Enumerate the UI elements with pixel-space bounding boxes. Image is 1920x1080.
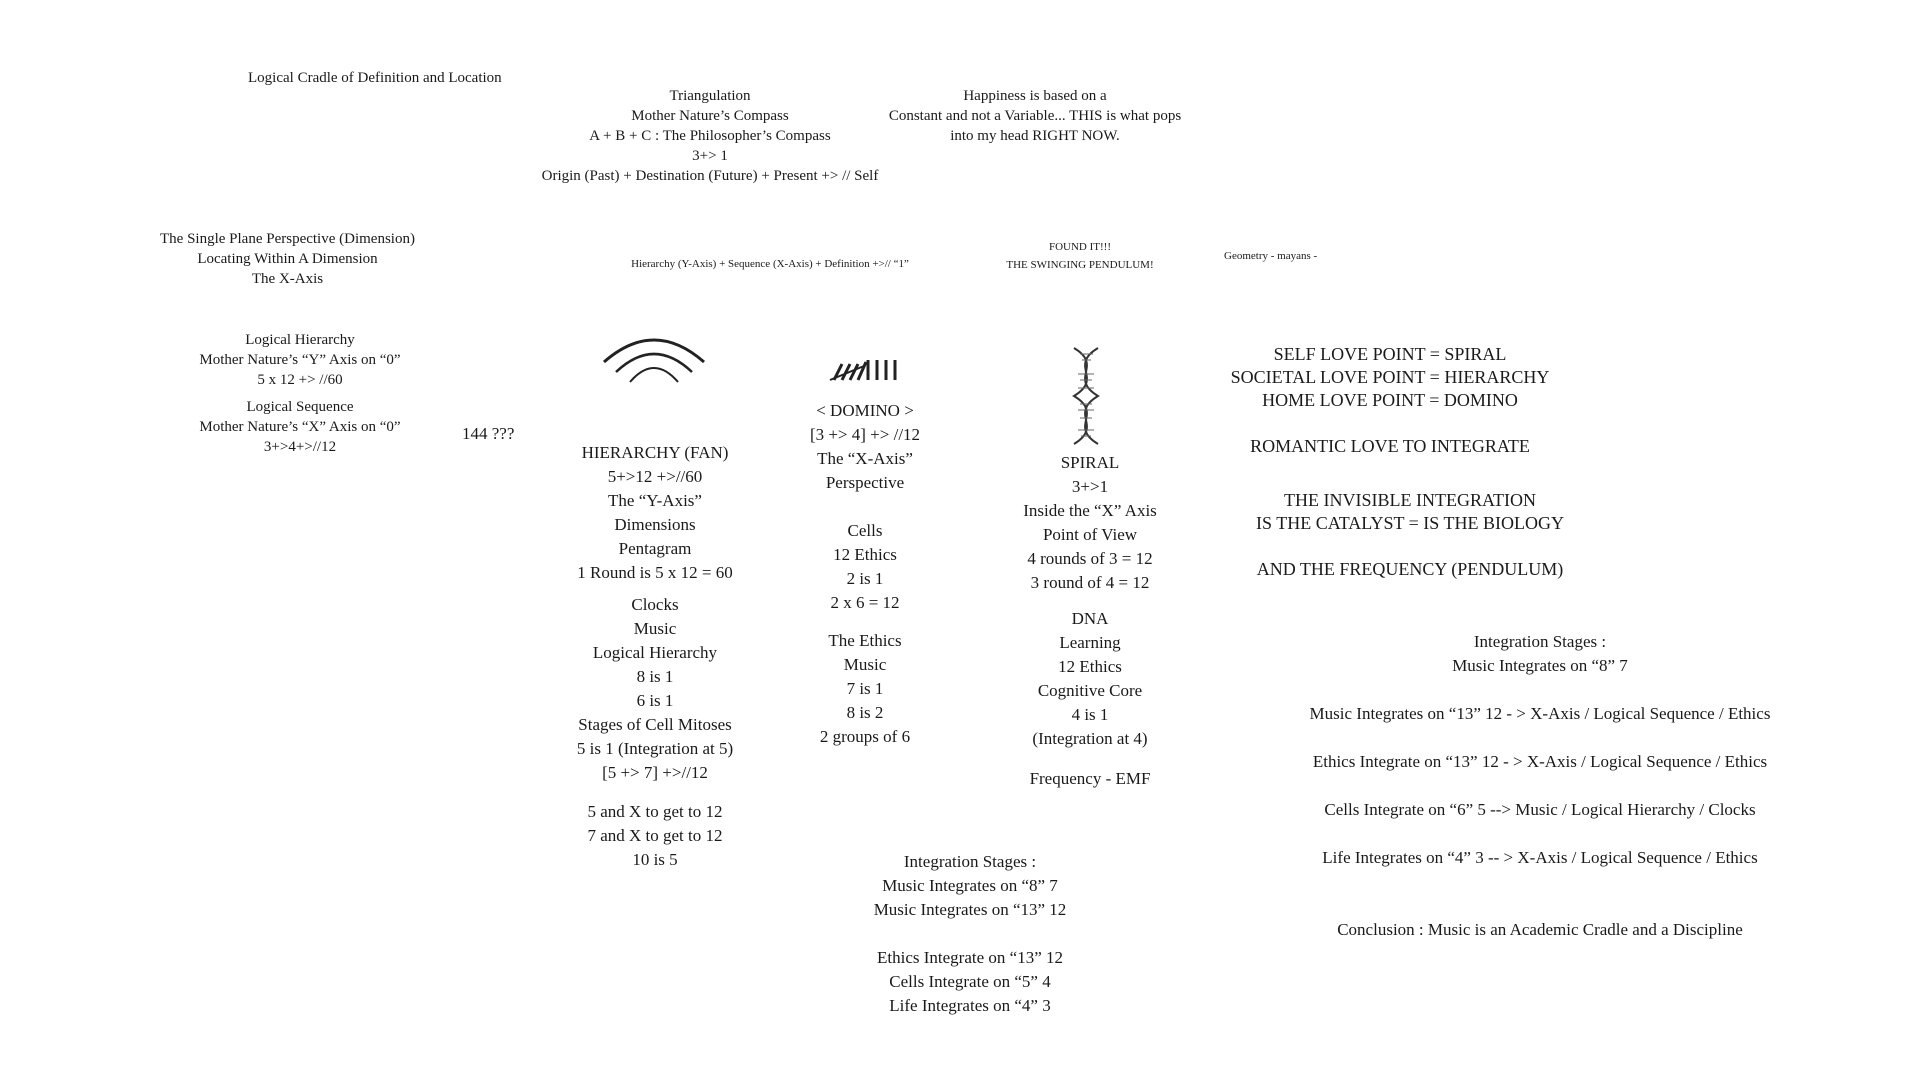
text-line: Triangulation xyxy=(669,88,751,104)
text-line: 8 is 1 xyxy=(636,667,674,686)
text-line: [3 +> 4] +> //12 xyxy=(809,425,921,444)
text-line: 10 is 5 xyxy=(632,850,678,869)
triangulation-block xyxy=(530,86,890,186)
text-line: 7 is 1 xyxy=(846,679,884,698)
text-line: Perspective xyxy=(825,473,905,492)
text-line: A + B + C : The Philosopher’s Compass xyxy=(589,128,831,144)
text-line: Dimensions xyxy=(614,515,696,534)
text-line: HIERARCHY (FAN) xyxy=(581,443,729,462)
text-line: Logical Hierarchy xyxy=(245,332,355,348)
text-line: Origin (Past) + Destination (Future) + Present +> // Self xyxy=(541,168,879,184)
text-line: 5 and X to get to 12 xyxy=(587,802,723,821)
text-line: Music xyxy=(843,655,887,674)
romantic-line: ROMANTIC LOVE TO INTEGRATE xyxy=(1250,436,1530,456)
text-line: 3+> 1 xyxy=(692,148,728,164)
text-line: Ethics Integrate on “13” 12 xyxy=(877,948,1063,967)
text-line: 4 is 1 xyxy=(1071,705,1109,724)
text-line: Cells Integrate on “5” 4 xyxy=(889,972,1051,991)
text-line: Music Integrates on “13” 12 xyxy=(873,900,1067,919)
text-line: 5 is 1 (Integration at 5) xyxy=(576,739,734,758)
text-line: 2 is 1 xyxy=(846,569,884,588)
text-line: Inside the “X” Axis xyxy=(1023,501,1157,520)
text-line: Logical Sequence xyxy=(246,399,354,415)
text-line: 12 Ethics xyxy=(833,545,897,564)
text-line: Life Integrates on “4” 3 xyxy=(889,996,1051,1015)
text-line: Point of View xyxy=(1042,525,1138,544)
text-line: 3+>1 xyxy=(1071,477,1109,496)
text-line: Pentagram xyxy=(618,539,692,558)
text-line: Cells xyxy=(847,521,883,540)
text-line: Locating Within A Dimension xyxy=(197,251,378,267)
text-line: 2 x 6 = 12 xyxy=(830,593,900,612)
logical-sequence-block xyxy=(170,397,430,457)
integration-stages-bottom xyxy=(860,850,1080,1018)
text-line: Cells Integrate on “6” 5 --> Music / Logical Hierarchy / Clocks xyxy=(1324,800,1756,819)
text-line: 3 round of 4 = 12 xyxy=(1030,573,1150,592)
text-line: Happiness is based on a xyxy=(963,88,1107,104)
found-it-block xyxy=(980,238,1180,274)
text-line: Mother Nature’s “Y” Axis on “0” xyxy=(199,352,401,368)
text-line: IS THE CATALYST = IS THE BIOLOGY xyxy=(1256,513,1564,533)
text-line: 5+>12 +>//60 xyxy=(607,467,703,486)
text-line: The “Y-Axis” xyxy=(608,491,702,510)
text-line: SELF LOVE POINT = SPIRAL xyxy=(1273,344,1507,364)
text-line: 1 Round is 5 x 12 = 60 xyxy=(577,563,733,582)
love-points-block xyxy=(1220,343,1560,412)
text-line: Learning xyxy=(1059,633,1121,652)
frequency-line: AND THE FREQUENCY (PENDULUM) xyxy=(1256,559,1564,579)
text-line: Logical Hierarchy xyxy=(592,643,718,662)
text-line: Integration Stages : xyxy=(903,852,1037,871)
text-line: 12 Ethics xyxy=(1058,657,1122,676)
text-line: Clocks xyxy=(631,595,679,614)
text-line: (Integration at 4) xyxy=(1032,729,1148,748)
text-line: 4 rounds of 3 = 12 xyxy=(1027,549,1153,568)
text-line: 7 and X to get to 12 xyxy=(587,826,723,845)
text-line: 6 is 1 xyxy=(636,691,674,710)
spiral-column xyxy=(1000,451,1180,791)
integration-stages-right xyxy=(1300,630,1780,942)
text-line: Integration Stages : xyxy=(1473,632,1607,651)
text-line: Music Integrates on “13” 12 - > X-Axis / Logical Sequence / Ethics xyxy=(1309,704,1771,723)
text-line: The Single Plane Perspective (Dimension) xyxy=(160,231,415,247)
text-line: THE SWINGING PENDULUM! xyxy=(1006,259,1154,271)
tally-marks-icon xyxy=(828,358,904,382)
note-144: 144 ??? xyxy=(462,424,515,443)
text-line: Conclusion : Music is an Academic Cradle and a Discipline xyxy=(1337,920,1743,939)
text-line: Mother Nature’s “X” Axis on “0” xyxy=(199,419,401,435)
text-line: Stages of Cell Mitoses xyxy=(578,715,732,734)
text-line: Ethics Integrate on “13” 12 - > X-Axis / Logical Sequence / Ethics xyxy=(1312,752,1768,771)
single-plane-block xyxy=(150,229,425,289)
geometry-note: Geometry - mayans - xyxy=(1224,250,1318,262)
logical-hierarchy-block xyxy=(170,330,430,390)
text-line: 5 x 12 +> //60 xyxy=(257,372,343,388)
text-line: Life Integrates on “4” 3 -- > X-Axis / Logical Sequence / Ethics xyxy=(1322,848,1758,867)
fan-arcs-icon xyxy=(598,328,710,386)
text-line: Mother Nature’s Compass xyxy=(631,108,789,124)
text-line: The Ethics xyxy=(828,631,902,650)
text-line: < DOMINO > xyxy=(816,401,914,420)
domino-column xyxy=(785,399,945,749)
text-line: Music xyxy=(633,619,677,638)
text-line: Music Integrates on “8” 7 xyxy=(1452,656,1628,675)
cradle-title: Logical Cradle of Definition and Location xyxy=(248,70,502,86)
text-line: HOME LOVE POINT = DOMINO xyxy=(1262,390,1518,410)
text-line: [5 +> 7] +>//12 xyxy=(602,763,708,782)
text-line: Music Integrates on “8” 7 xyxy=(882,876,1058,895)
text-line: Cognitive Core xyxy=(1037,681,1143,700)
hierarchy-fan-column xyxy=(555,441,755,872)
dna-helix-icon xyxy=(1060,344,1112,448)
text-line: The “X-Axis” xyxy=(817,449,913,468)
text-line: SPIRAL xyxy=(1060,453,1120,472)
text-line: Constant and not a Variable... THIS is what pops xyxy=(888,108,1182,124)
happiness-block xyxy=(880,86,1190,146)
text-line: FOUND IT!!! xyxy=(1048,241,1111,253)
text-line: 3+>4+>//12 xyxy=(263,439,337,455)
text-line: into my head RIGHT NOW. xyxy=(950,128,1120,144)
hierarchy-formula: Hierarchy (Y-Axis) + Sequence (X-Axis) + Definition +>// “1” xyxy=(631,258,909,270)
text-line: 8 is 2 xyxy=(846,703,884,722)
text-line: 2 groups of 6 xyxy=(819,727,911,746)
text-line: DNA xyxy=(1071,609,1109,628)
text-line: The X-Axis xyxy=(251,271,324,287)
text-line: THE INVISIBLE INTEGRATION xyxy=(1284,490,1536,510)
invisible-block xyxy=(1220,489,1600,535)
text-line: Frequency - EMF xyxy=(1029,769,1151,788)
text-line: SOCIETAL LOVE POINT = HIERARCHY xyxy=(1230,367,1550,387)
